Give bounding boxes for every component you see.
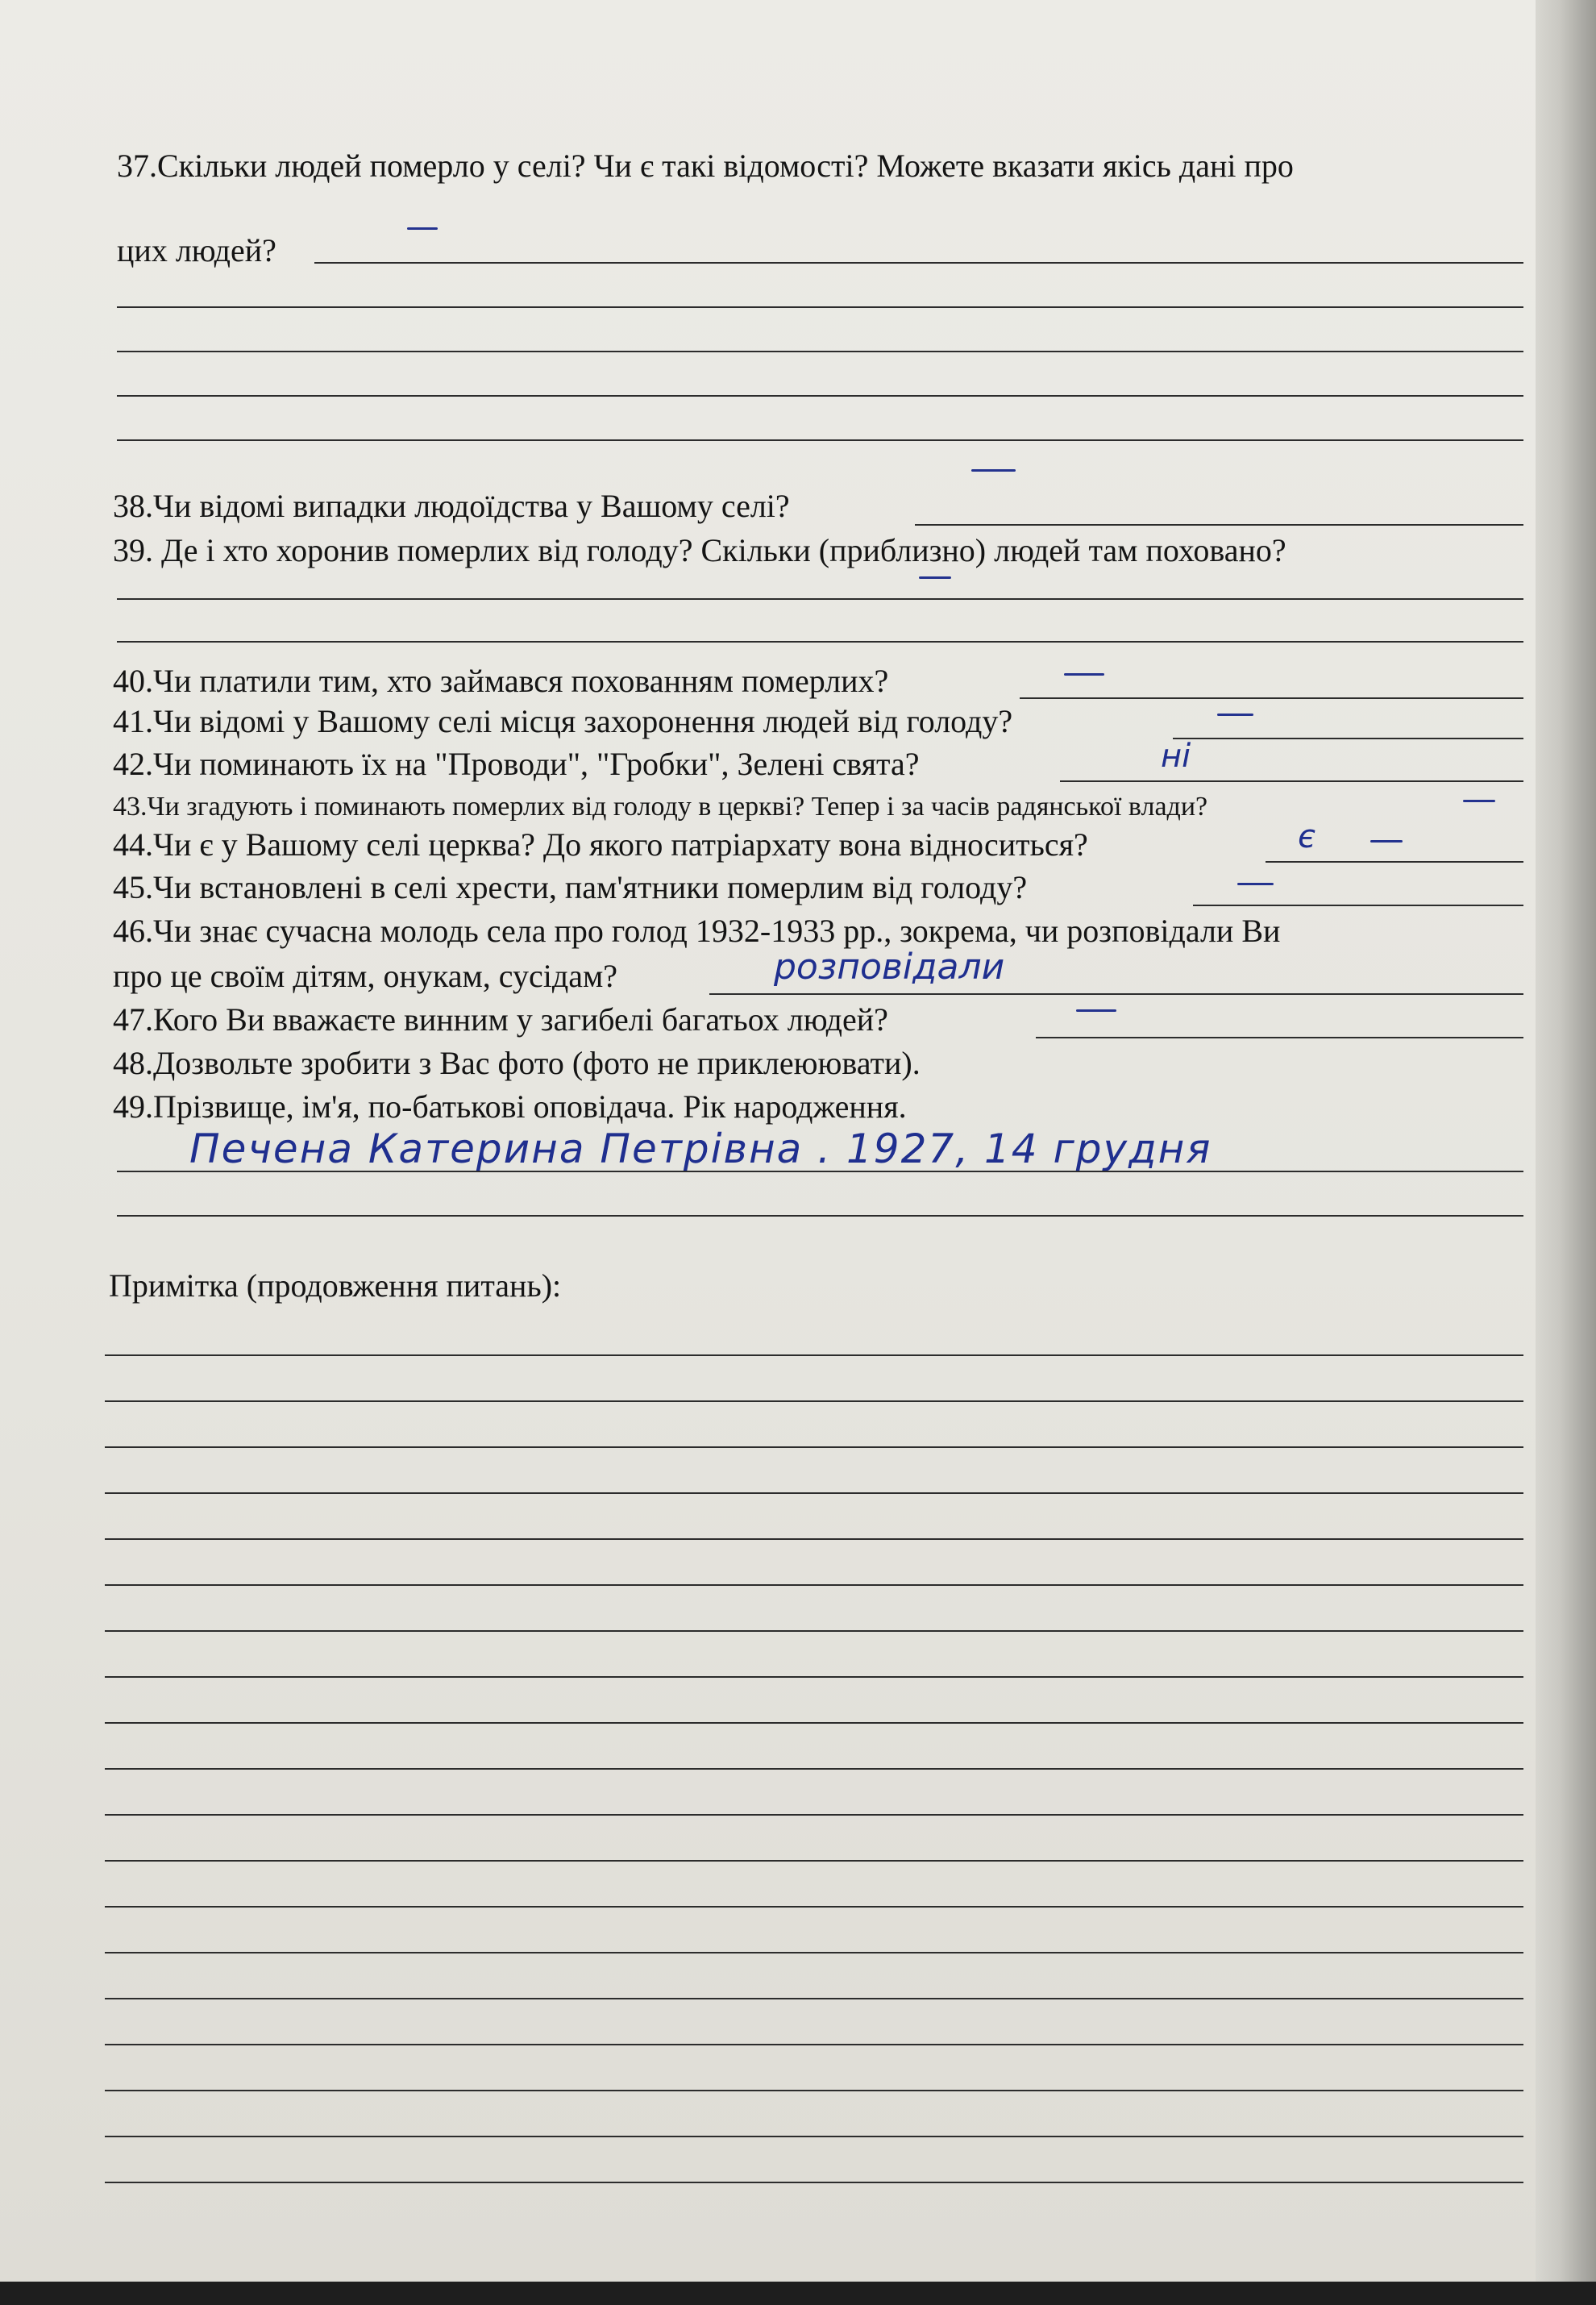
note-line: [105, 1630, 1523, 1632]
dash-answer-38: [971, 469, 1016, 472]
dash-answer-45: [1237, 883, 1274, 885]
answer-line: [709, 993, 1523, 995]
answer-line: [1173, 738, 1523, 739]
answer-line: [117, 395, 1523, 397]
question-49: 49.Прізвище, ім'я, по-батькові оповідача. Рік народження.: [113, 1088, 907, 1125]
question-48: 48.Дозвольте зробити з Вас фото (фото не приклеюювати).: [113, 1045, 921, 1081]
answer-line: [1193, 905, 1523, 906]
note-line: [105, 2136, 1523, 2137]
note-line: [105, 1538, 1523, 1540]
dash-answer-41: [1217, 714, 1253, 716]
dash-answer-37: [407, 227, 438, 230]
question-46-line-2: про це своїм дітям, онукам, сусідам?: [113, 958, 618, 994]
dash-answer-44: [1370, 840, 1403, 843]
question-44: 44.Чи є у Вашому селі церква? До якого патріархату вона відноситься?: [113, 826, 1088, 863]
question-40: 40.Чи платили тим, хто займався похованням померлих?: [113, 663, 889, 699]
note-line: [105, 1354, 1523, 1356]
question-38: 38.Чи відомі випадки людоїдства у Вашому селі?: [113, 488, 790, 524]
answer-line: [1020, 697, 1523, 699]
note-line: [105, 1446, 1523, 1448]
note-line: [105, 1676, 1523, 1678]
note-line: [105, 1906, 1523, 1908]
answer-line: [117, 1171, 1523, 1172]
note-line: [105, 1722, 1523, 1724]
question-37-line-1: 37.Скільки людей померло у селі? Чи є такі відомості? Можете вказати якісь дані про: [117, 148, 1294, 184]
note-line: [105, 1814, 1523, 1816]
answer-line: [1060, 780, 1523, 782]
note-line: [105, 1998, 1523, 1999]
answer-line: [915, 524, 1523, 526]
question-39: 39. Де і хто хоронив померлих від голоду? Скільки (приблизно) людей там поховано?: [113, 532, 1286, 568]
note-line: [105, 2182, 1523, 2183]
dash-answer-47: [1076, 1009, 1116, 1012]
answer-line: [1266, 861, 1523, 863]
answer-line: [117, 598, 1523, 600]
answer-line: [1036, 1037, 1523, 1038]
question-37-line-2: цих людей?: [117, 232, 276, 268]
answer-line: [117, 351, 1523, 352]
dash-answer-40: [1064, 673, 1104, 676]
background-surface: [0, 2282, 1596, 2305]
handwritten-answer-46: розповідали: [774, 947, 1005, 988]
answer-line: [117, 641, 1523, 643]
note-line: [105, 1584, 1523, 1586]
question-41: 41.Чи відомі у Вашому селі місця захоронення людей від голоду?: [113, 703, 1013, 739]
handwritten-answer-44: є: [1298, 818, 1315, 855]
note-label: Примітка (продовження питань):: [109, 1267, 562, 1304]
note-line: [105, 1400, 1523, 1402]
note-line: [105, 2090, 1523, 2091]
question-45: 45.Чи встановлені в селі хрести, пам'ятники померлим від голоду?: [113, 869, 1028, 905]
answer-line: [117, 306, 1523, 308]
dash-answer-39: [919, 576, 951, 579]
answer-line: [117, 439, 1523, 441]
question-43: 43.Чи згадують і поминають померлих від голоду в церкві? Тепер і за часів радянської влади?: [113, 792, 1208, 822]
answer-line: [117, 1215, 1523, 1217]
dash-answer-43: [1463, 800, 1495, 802]
note-line: [105, 1952, 1523, 1953]
question-46-line-1: 46.Чи знає сучасна молодь села про голод 1932-1933 рр., зокрема, чи розповідали Ви: [113, 913, 1281, 949]
handwritten-answer-49: Печена Катерина Петрівна . 1927, 14 грудня: [189, 1125, 1212, 1172]
page-stack-edge: [1536, 0, 1596, 2305]
answer-line: [314, 262, 1523, 264]
note-line: [105, 2044, 1523, 2045]
handwritten-answer-42: ні: [1161, 738, 1191, 775]
note-line: [105, 1492, 1523, 1494]
question-47: 47.Кого Ви вважаєте винним у загибелі багатьох людей?: [113, 1001, 888, 1038]
note-line: [105, 1768, 1523, 1770]
question-42: 42.Чи поминають їх на "Проводи", "Гробки", Зелені свята?: [113, 746, 920, 782]
note-line: [105, 1860, 1523, 1862]
